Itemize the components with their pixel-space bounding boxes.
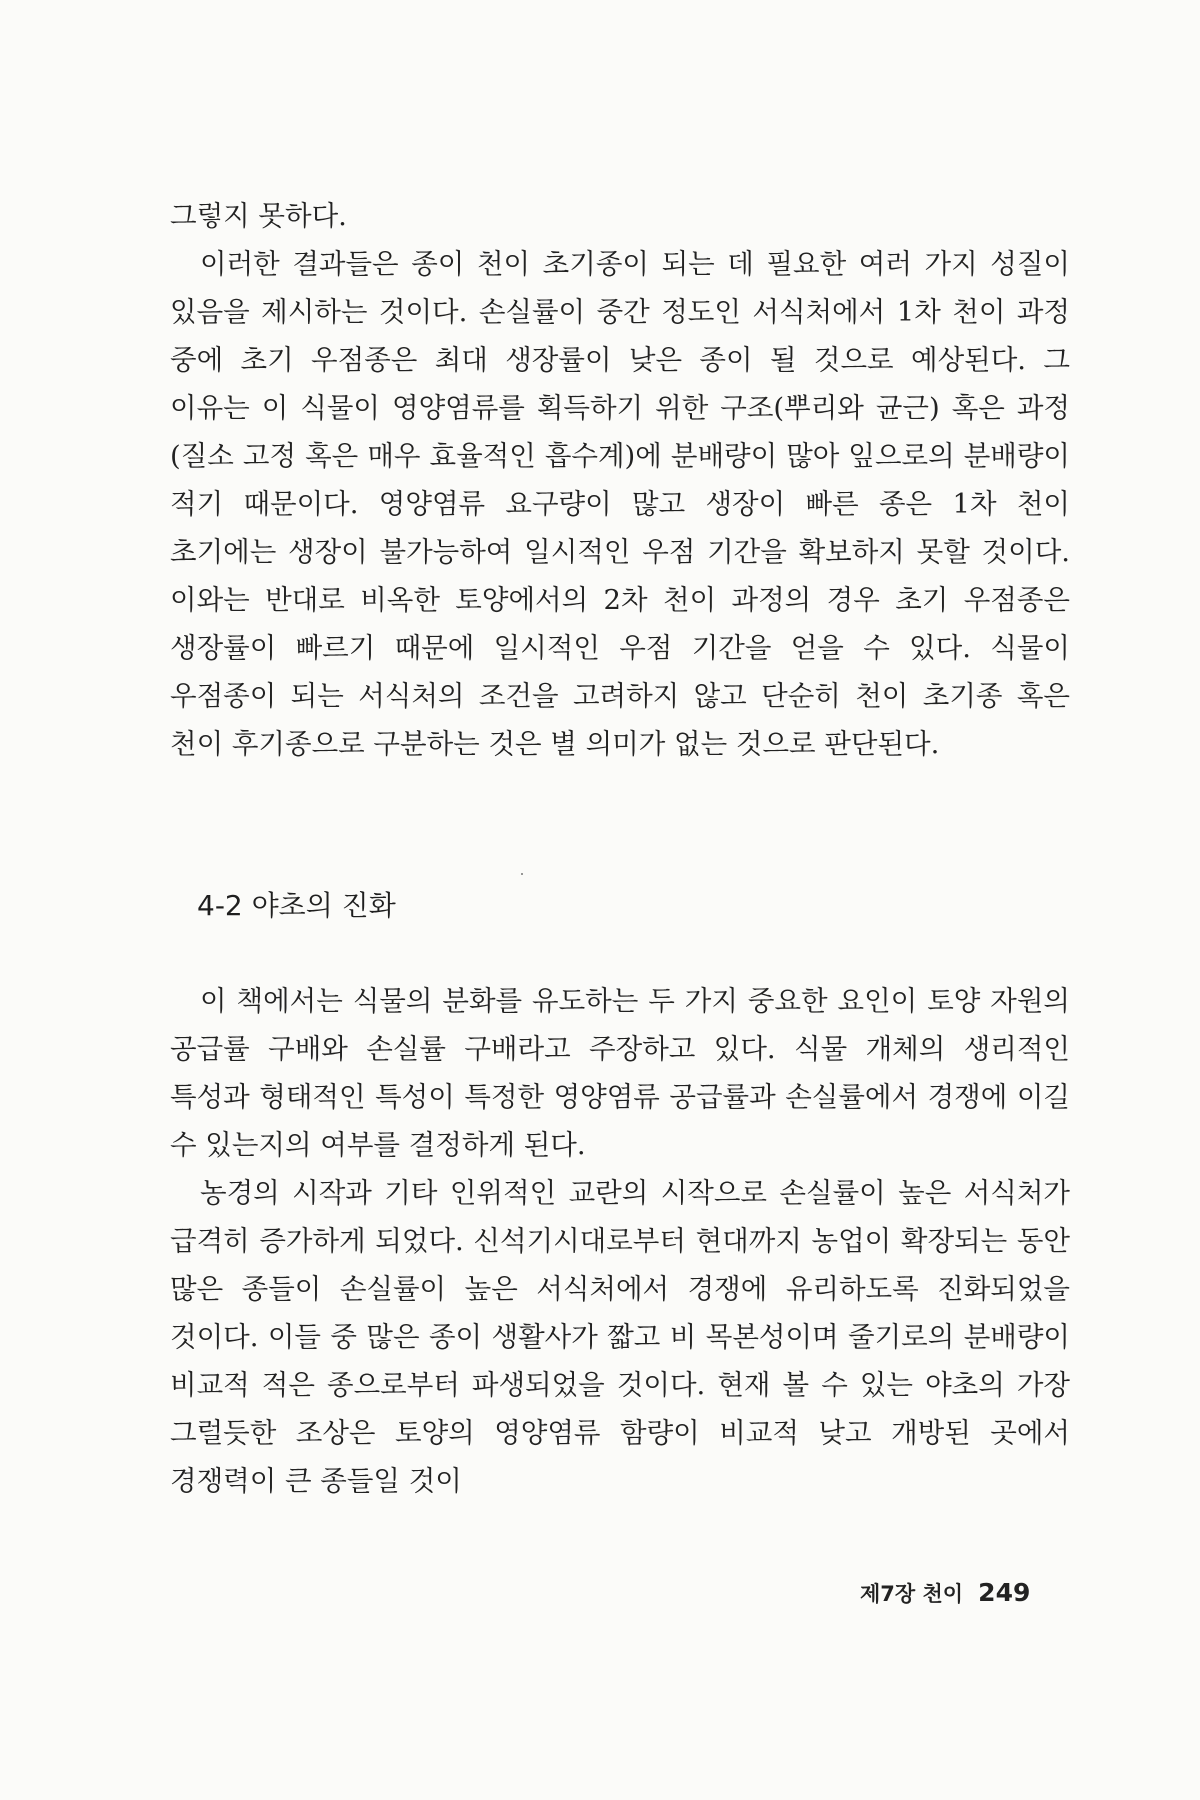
section-heading: 4-2 야초의 진화 <box>197 889 396 922</box>
scan-speck <box>521 873 523 875</box>
body-text-bottom <box>170 977 1070 1505</box>
page-number: 249 <box>978 1578 1031 1607</box>
paragraph-continuation: 그렇지 못하다. <box>170 200 347 232</box>
running-footer-chapter: 제7장 천이 <box>860 1582 964 1606</box>
paragraph: 이러한 결과들은 종이 천이 초기종이 되는 데 필요한 여러 가지 성질이 있음을 제시하는 것이다. 손실률이 중간 정도인 서식처에서 1차 천이 과정 중에 초기 우점종은 최대 생장률이 낮은 종이 될 것으로 예상된다. 그 이유는 이 식물이 영양염류를 획득하기 위한 구조(뿌리와 균근) 혹은 과정(질소 고정 혹은 매우 효율적인 흡수계)에 분배량이 많아 잎으로의 분배량이 적기 때문이다. 영양염류 요구량이 많고 생장이 빠른 종은 1차 천이 초기에는 생장이 불가능하여 일시적인 우점 기간을 확보하지 못할 것이다. 이와는 반대로 비옥한 토양에서의 2차 천이 과정의 경우 초기 우점종은 생장률이 빠르기 때문에 일시적인 우점 기간을 얻을 수 있다. 식물이 우점종이 되는 서식처의 조건을 고려하지 않고 단순히 천이 초기종 혹은 천이 후기종으로 구분하는 것은 별 의미가 없는 것으로 판단된다. <box>170 248 1070 760</box>
paragraph: 이 책에서는 식물의 분화를 유도하는 두 가지 중요한 요인이 토양 자원의 공급률 구배와 손실률 구배라고 주장하고 있다. 식물 개체의 생리적인 특성과 형태적인 특성이 특정한 영양염류 공급률과 손실률에서 경쟁에 이길 수 있는지의 여부를 결정하게 된다. <box>170 985 1070 1161</box>
page-footer <box>860 1578 1030 1608</box>
body-text-top <box>170 192 1070 768</box>
paragraph: 농경의 시작과 기타 인위적인 교란의 시작으로 손실률이 높은 서식처가 급격히 증가하게 되었다. 신석기시대로부터 현대까지 농업이 확장되는 동안 많은 종들이 손실률이 높은 서식처에서 경쟁에 유리하도록 진화되었을 것이다. 이들 중 많은 종이 생활사가 짧고 비 목본성이며 줄기로의 분배량이 비교적 적은 종으로부터 파생되었을 것이다. 현재 볼 수 있는 야초의 가장 그럴듯한 조상은 토양의 영양염류 함량이 비교적 낮고 개방된 곳에서 경쟁력이 큰 종들일 것이 <box>170 1177 1070 1497</box>
